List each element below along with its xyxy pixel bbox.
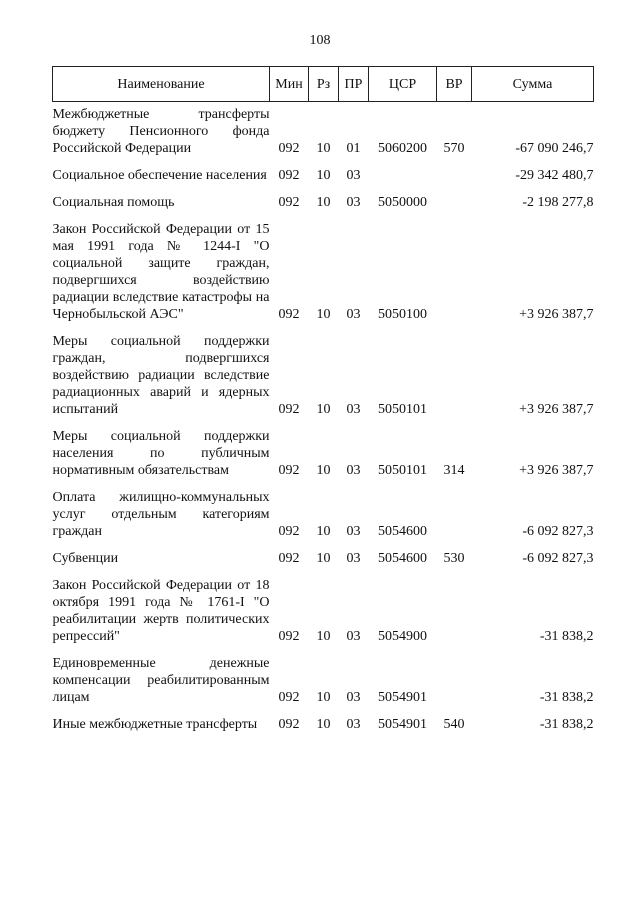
table-body	[53, 102, 594, 734]
row-spacer	[53, 184, 594, 194]
cell-vr: 570	[443, 141, 465, 156]
cell-rz: 10	[316, 307, 331, 322]
cell-vr: 314	[443, 463, 465, 478]
cell-min: 092	[278, 141, 300, 156]
cell-min: 092	[278, 690, 300, 705]
cell-min: 092	[278, 629, 300, 644]
cell-csr: 5054600	[378, 551, 427, 566]
cell-rz: 10	[316, 463, 331, 478]
cell-name: Межбюджетные трансферты бюджету Пенсионного фонда Российской Федерации	[52, 107, 270, 156]
cell-pr: 03	[346, 629, 361, 644]
row-spacer	[53, 479, 594, 489]
cell-vr	[437, 194, 472, 211]
cell-vr	[437, 167, 472, 184]
cell-rz: 10	[316, 690, 331, 705]
cell-min: 092	[278, 195, 300, 210]
cell-pr: 03	[346, 551, 361, 566]
cell-rz: 10	[316, 141, 331, 156]
cell-sum: -67 090 246,7	[515, 141, 594, 156]
cell-sum: -31 838,2	[539, 690, 594, 705]
table-row	[53, 221, 594, 323]
cell-min: 092	[278, 168, 300, 183]
cell-name: Оплата жилищно-коммунальных услуг отдельным категориям граждан	[52, 490, 270, 539]
cell-pr: 03	[346, 717, 361, 732]
header-name: Наименование	[53, 67, 270, 102]
cell-pr: 03	[346, 690, 361, 705]
cell-csr: 5060200	[378, 141, 427, 156]
table-row	[53, 655, 594, 706]
cell-csr: 5054901	[378, 717, 427, 732]
cell-sum: -6 092 827,3	[522, 551, 594, 566]
cell-vr	[437, 655, 472, 706]
cell-sum: -31 838,2	[539, 717, 594, 732]
table-row	[53, 428, 594, 479]
page-number: 108	[309, 33, 331, 48]
cell-sum: +3 926 387,7	[519, 463, 594, 478]
cell-sum: -2 198 277,8	[522, 195, 594, 210]
cell-pr: 01	[346, 141, 361, 156]
cell-rz: 10	[316, 551, 331, 566]
cell-csr	[369, 167, 437, 184]
table-row	[53, 194, 594, 211]
cell-min: 092	[278, 402, 300, 417]
cell-sum: +3 926 387,7	[519, 402, 594, 417]
row-spacer	[53, 323, 594, 333]
row-spacer	[53, 157, 594, 167]
cell-name: Единовременные денежные компенсации реабилитированным лицам	[52, 656, 270, 705]
cell-vr	[437, 489, 472, 540]
cell-sum: -29 342 480,7	[515, 168, 594, 183]
cell-csr: 5050101	[378, 463, 427, 478]
cell-vr	[437, 333, 472, 418]
cell-min: 092	[278, 463, 300, 478]
row-spacer	[53, 706, 594, 716]
cell-rz: 10	[316, 168, 331, 183]
cell-pr: 03	[346, 402, 361, 417]
cell-vr	[437, 221, 472, 323]
cell-rz: 10	[316, 717, 331, 732]
table-row	[53, 167, 594, 184]
cell-rz: 10	[316, 629, 331, 644]
cell-name: Субвенции	[52, 551, 119, 566]
cell-rz: 10	[316, 402, 331, 417]
cell-pr: 03	[346, 463, 361, 478]
cell-pr: 03	[346, 307, 361, 322]
cell-csr: 5050101	[378, 402, 427, 417]
table-row	[53, 550, 594, 567]
cell-name: Закон Российской Федерации от 15 мая 1991 года № 1244-I "О социальной защите граждан, подвергшихся воздействию радиации вследствие катастрофы на Чернобыльской АЭС"	[52, 222, 270, 322]
cell-name: Иные межбюджетные трансферты	[52, 717, 258, 732]
table-row	[53, 716, 594, 733]
row-spacer	[53, 540, 594, 550]
cell-csr: 5050100	[378, 307, 427, 322]
header-csr: ЦСР	[369, 67, 437, 102]
header-vr: ВР	[437, 67, 472, 102]
cell-name: Меры социальной поддержки населения по публичным нормативным обязательствам	[52, 429, 270, 478]
cell-sum: -31 838,2	[539, 629, 594, 644]
cell-vr: 540	[443, 717, 465, 732]
cell-rz: 10	[316, 195, 331, 210]
cell-name: Закон Российской Федерации от 18 октября 1991 года № 1761-I "О реабилитации жертв политических репрессий"	[52, 578, 270, 644]
cell-pr: 03	[346, 168, 361, 183]
cell-pr: 03	[346, 524, 361, 539]
table-row	[53, 577, 594, 645]
cell-min: 092	[278, 551, 300, 566]
cell-csr: 5054900	[378, 629, 427, 644]
row-spacer	[53, 211, 594, 221]
cell-min: 092	[278, 717, 300, 732]
budget-table	[52, 66, 594, 733]
header-rz: Рз	[309, 67, 339, 102]
table-row	[53, 333, 594, 418]
cell-sum: +3 926 387,7	[519, 307, 594, 322]
header-sum: Сумма	[472, 67, 594, 102]
table-header-row	[53, 67, 594, 102]
cell-sum: -6 092 827,3	[522, 524, 594, 539]
cell-name: Социальная помощь	[52, 195, 175, 210]
cell-min: 092	[278, 307, 300, 322]
row-spacer	[53, 418, 594, 428]
cell-min: 092	[278, 524, 300, 539]
row-spacer	[53, 567, 594, 577]
cell-vr	[437, 577, 472, 645]
cell-csr: 5050000	[378, 195, 427, 210]
cell-name: Социальное обеспечение населения	[52, 168, 267, 183]
cell-name: Меры социальной поддержки граждан, подвергшихся воздействию радиации вследствие радиационных аварий и ядерных испытаний	[52, 334, 270, 417]
cell-csr: 5054600	[378, 524, 427, 539]
row-spacer	[53, 645, 594, 655]
table-row	[53, 106, 594, 157]
header-min: Мин	[270, 67, 309, 102]
cell-csr: 5054901	[378, 690, 427, 705]
cell-vr: 530	[443, 551, 465, 566]
header-pr: ПР	[339, 67, 369, 102]
cell-rz: 10	[316, 524, 331, 539]
table-row	[53, 489, 594, 540]
cell-pr: 03	[346, 195, 361, 210]
